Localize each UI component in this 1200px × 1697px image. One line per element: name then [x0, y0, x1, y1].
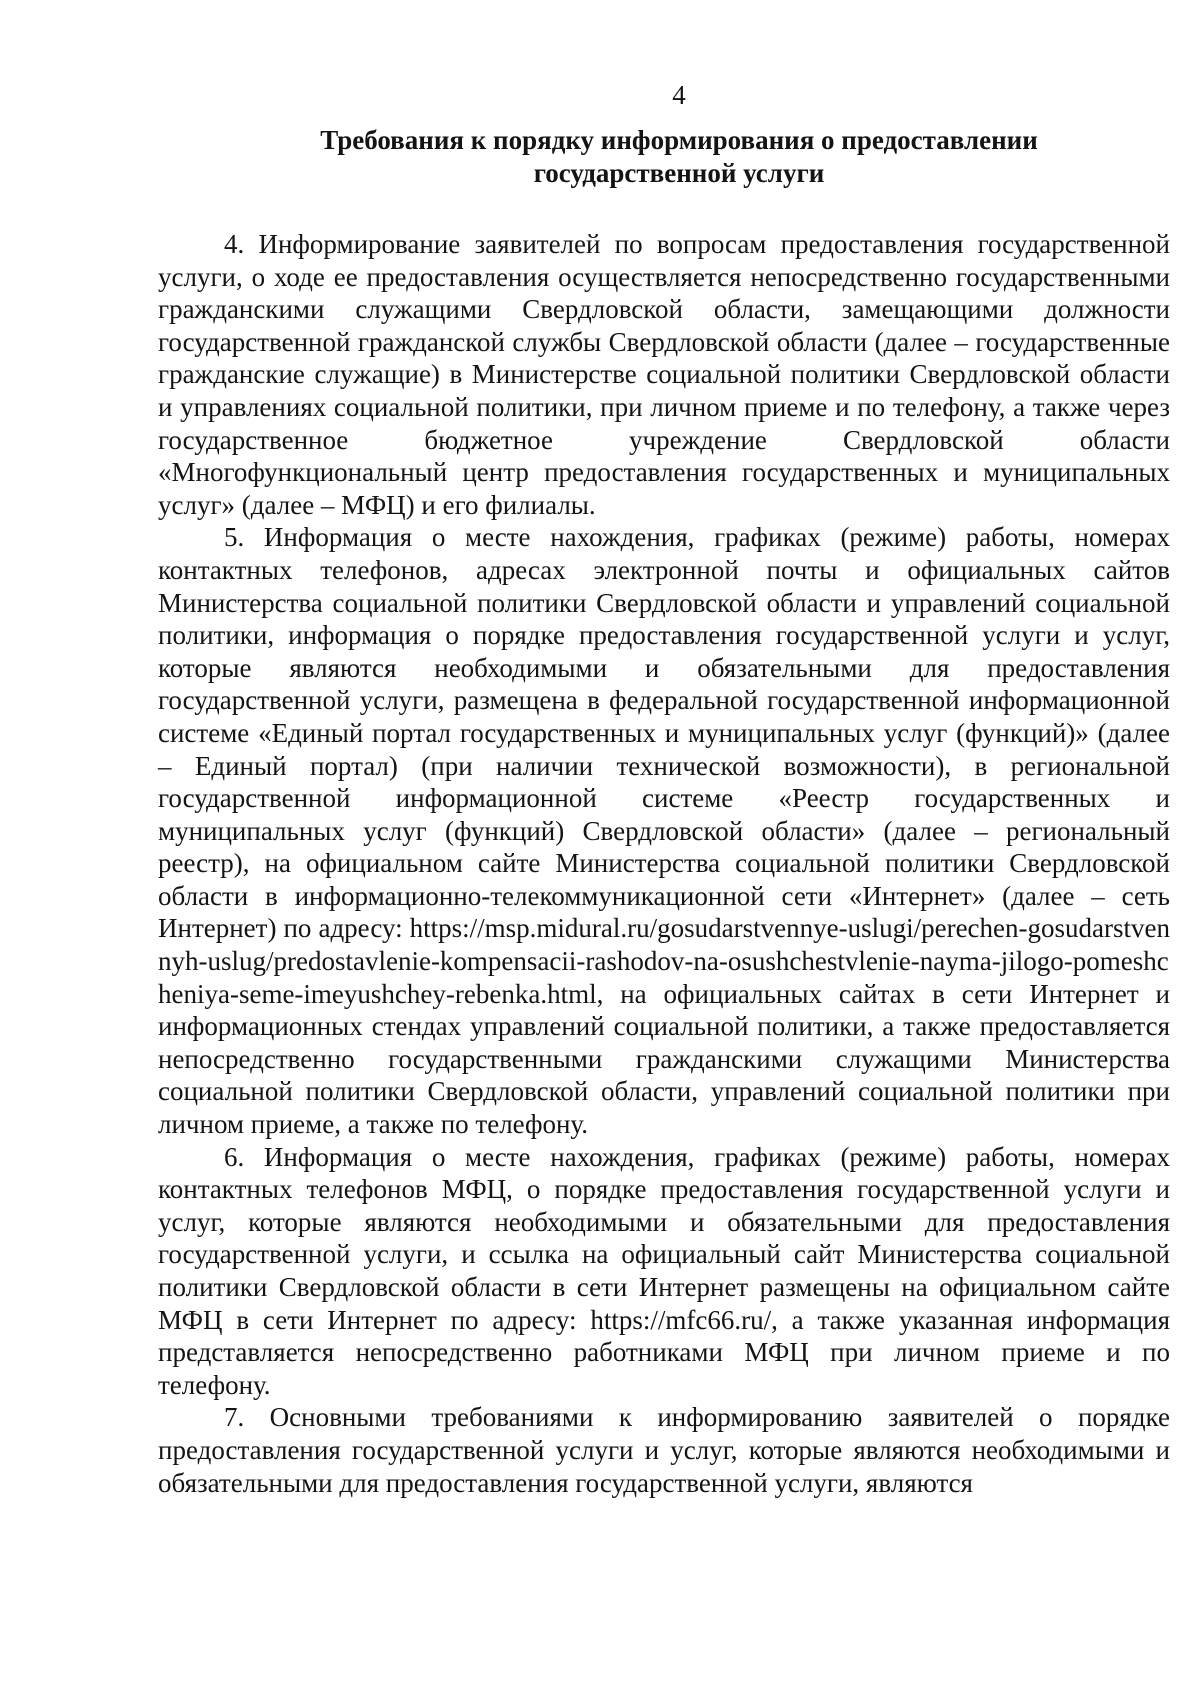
- section-title-line-2: государственной услуги: [533, 158, 825, 188]
- paragraph-5-text-after: , на официальных сайтах в сети Интернет и информационных стендах управлений социальной политики, а также предоставляется непосредственно государственными гражданскими служащими Министерства социальной политики Свердловской области, управлений социальной политики при личном приеме, а также по телефону.: [158, 978, 1170, 1140]
- paragraph-5-text-before: 5. Информация о месте нахождения, графиках (режиме) работы, номерах контактных телефонов, адресах электронной почты и официальных сайтов Министерства социальной политики Свердловской области и управлений социальной политики, информация о порядке предоставления государственной услуги и услуг, которые являются необходимыми и обязательными для предоставления государственной услуги, размещена в федеральной государственной информационной системе «Единый портал государственных и муниципальных услуг (функций)» (далее – Единый портал) (при наличии технической возможности), в региональной государственной информационной системе «Реестр государственных и муниципальных услуг (функций) Свердловской области» (далее – региональный реестр), на официальном сайте Министерства социальной политики Свердловской области в информационно-телекоммуникационной сети «Интернет» (далее – сеть Интернет) по адресу:: [158, 522, 1170, 944]
- paragraph-6: 6. Информация о месте нахождения, графиках (режиме) работы, номерах контактных телефонов МФЦ, о порядке предоставления государственной услуги и услуг, которые являются необходимыми и обязательными для предоставления государственной услуги, и ссылка на официальный сайт Министерства социальной политики Свердловской области в сети Интернет размещены на официальном сайте МФЦ в сети Интернет по адресу: https://mfc66.ru/, а также указанная информация представляется непосредственно работниками МФЦ при личном приеме и по телефону.: [158, 1141, 1170, 1400]
- section-title: [158, 124, 1170, 190]
- section-title-line-1: Требования к порядку информирования о предоставлении: [320, 125, 1038, 155]
- paragraph-4: 4. Информирование заявителей по вопросам предоставления государственной услуги, о ходе ее предоставления осуществляется непосредственно государственными гражданскими служащими Свердловской области, замещающими должности государственной гражданской службы Свердловской области (далее – государственные гражданские служащие) в Министерстве социальной политики Свердловской области и управлениях социальной политики, при личном приеме и по телефону, а также через государственное бюджетное учреждение Свердловской области «Многофункциональный центр предоставления государственных и муниципальных услуг» (далее – МФЦ) и его филиалы.: [158, 229, 1170, 520]
- ministry-service-url: https://msp.midural.ru/gosudarstvennye-uslugi/perechen-gosudarstvennyh-uslug/predostavlenie-kompensacii-rashodov-na-osushchestvlenie-nayma-jilogo-pomeshcheniya-seme-imeyushchey-rebenka.html: [158, 913, 1170, 1009]
- document-page: [158, 78, 1170, 1499]
- page-number: 4: [672, 80, 686, 110]
- paragraph-7: 7. Основными требованиями к информированию заявителей о порядке предоставления государственной услуги и услуг, которые являются необходимыми и обязательными для предоставления государственной услуги, являются: [158, 1402, 1170, 1498]
- paragraph-5: [158, 521, 1170, 1140]
